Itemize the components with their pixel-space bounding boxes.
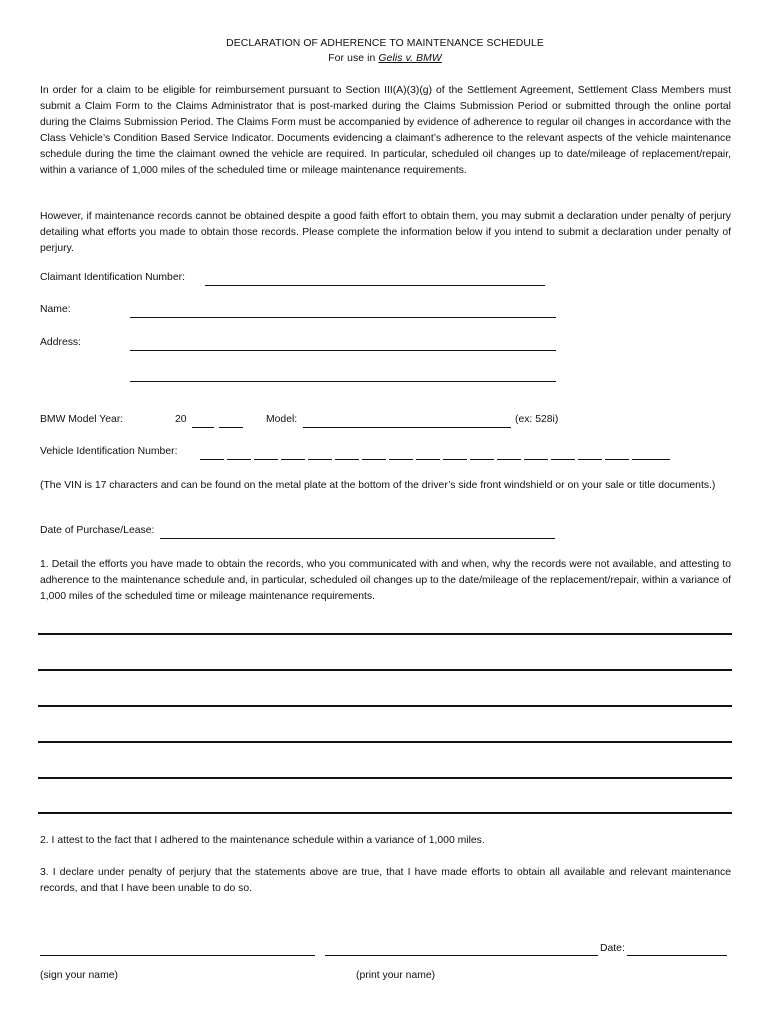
- signature-field[interactable]: [40, 955, 315, 956]
- printed-name-field[interactable]: [325, 955, 598, 956]
- model-year-field-1[interactable]: [192, 427, 214, 428]
- response-line-1[interactable]: [38, 633, 732, 635]
- vin-char-14[interactable]: [551, 459, 575, 460]
- claimant-id-field[interactable]: [205, 285, 545, 286]
- vin-char-16[interactable]: [605, 459, 629, 460]
- purchase-date-field[interactable]: [160, 538, 555, 539]
- vin-char-9[interactable]: [416, 459, 440, 460]
- vin-char-15[interactable]: [578, 459, 602, 460]
- vin-char-11[interactable]: [470, 459, 494, 460]
- date-label: Date:: [600, 943, 625, 954]
- print-caption: (print your name): [356, 970, 436, 981]
- document-subtitle: [0, 53, 770, 64]
- model-year-prefix: 20: [175, 414, 187, 425]
- vin-char-4[interactable]: [281, 459, 305, 460]
- vin-char-1[interactable]: [200, 459, 224, 460]
- model-label: Model:: [266, 414, 298, 425]
- vin-char-5[interactable]: [308, 459, 332, 460]
- address-label: Address:: [40, 337, 82, 348]
- vin-char-8[interactable]: [389, 459, 413, 460]
- model-year-field-2[interactable]: [219, 427, 243, 428]
- statement-2: 2. I attest to the fact that I adhered to the maintenance schedule within a variance of 1,000 miles.: [40, 835, 485, 846]
- intro-paragraph-2: However, if maintenance records cannot be obtained despite a good faith effort to obtain them, you may submit a declaration under penalty of perjury detailing what efforts you made to obtain those records. Please complete the information below if you intend to submit a declaration under penalty of perjury.: [40, 211, 731, 254]
- vin-char-17[interactable]: [632, 459, 670, 460]
- vin-note: (The VIN is 17 characters and can be found on the metal plate at the bottom of the driver’s side front windshield or on your sale or title documents.): [40, 480, 716, 491]
- claimant-id-label: Claimant Identification Number:: [40, 272, 185, 283]
- vin-label: Vehicle Identification Number:: [40, 446, 178, 457]
- vin-char-12[interactable]: [497, 459, 521, 460]
- case-name: Gelis v. BMW: [378, 53, 442, 64]
- response-line-2[interactable]: [38, 669, 732, 671]
- vin-char-3[interactable]: [254, 459, 278, 460]
- subtitle-prefix: For use in: [328, 53, 379, 64]
- vin-char-2[interactable]: [227, 459, 251, 460]
- vin-char-6[interactable]: [335, 459, 359, 460]
- statement-3: 3. I declare under penalty of perjury that the statements above are true, that I have made efforts to obtain all available and relevant maintenance records, and that I have been unable to do so.: [40, 867, 731, 894]
- name-label: Name:: [40, 304, 71, 315]
- name-field[interactable]: [130, 317, 556, 318]
- vin-char-7[interactable]: [362, 459, 386, 460]
- statement-1: 1. Detail the efforts you have made to obtain the records, who you communicated with and when, why the records were not available, and attesting to adherence to the maintenance schedule and, in particular, scheduled oil changes up to the date/mileage of the replacement/repair, within a variance of 1,000 miles of the scheduled time or mileage maintenance requirements.: [40, 559, 731, 602]
- signature-date-field[interactable]: [627, 955, 727, 956]
- model-year-label: BMW Model Year:: [40, 414, 124, 425]
- vin-char-10[interactable]: [443, 459, 467, 460]
- model-example: (ex: 528i): [515, 414, 559, 425]
- intro-paragraph-1: In order for a claim to be eligible for reimbursement pursuant to Section III(A)(3)(g) of the Settlement Agreement, Settlement Class Members must submit a Claim Form to the Claims Administrator that is post-marked during the Claims Submission Period or submitted through the online portal during the Claims Submission Period. The Claims Form must be accompanied by evidence of adherence to regular oil changes in accordance with the Class Vehicle’s Condition Based Service Indicator. Documents evidencing a claimant’s adherence to the relevant aspects of the vehicle maintenance schedule during the time the claimant owned the vehicle are required. In particular, scheduled oil changes up to date/mileage of replacement/repair, within a variance of 1,000 miles of the scheduled time or mileage maintenance requirements.: [40, 85, 731, 176]
- response-line-5[interactable]: [38, 777, 732, 779]
- document-title: DECLARATION OF ADHERENCE TO MAINTENANCE SCHEDULE: [226, 38, 544, 49]
- sign-caption: (sign your name): [40, 970, 118, 981]
- model-field[interactable]: [303, 427, 511, 428]
- response-line-6[interactable]: [38, 812, 732, 814]
- purchase-date-label: Date of Purchase/Lease:: [40, 525, 155, 536]
- address-field-line-1[interactable]: [130, 350, 556, 351]
- vin-char-13[interactable]: [524, 459, 548, 460]
- response-line-3[interactable]: [38, 705, 732, 707]
- response-line-4[interactable]: [38, 741, 732, 743]
- address-field-line-2[interactable]: [130, 381, 556, 382]
